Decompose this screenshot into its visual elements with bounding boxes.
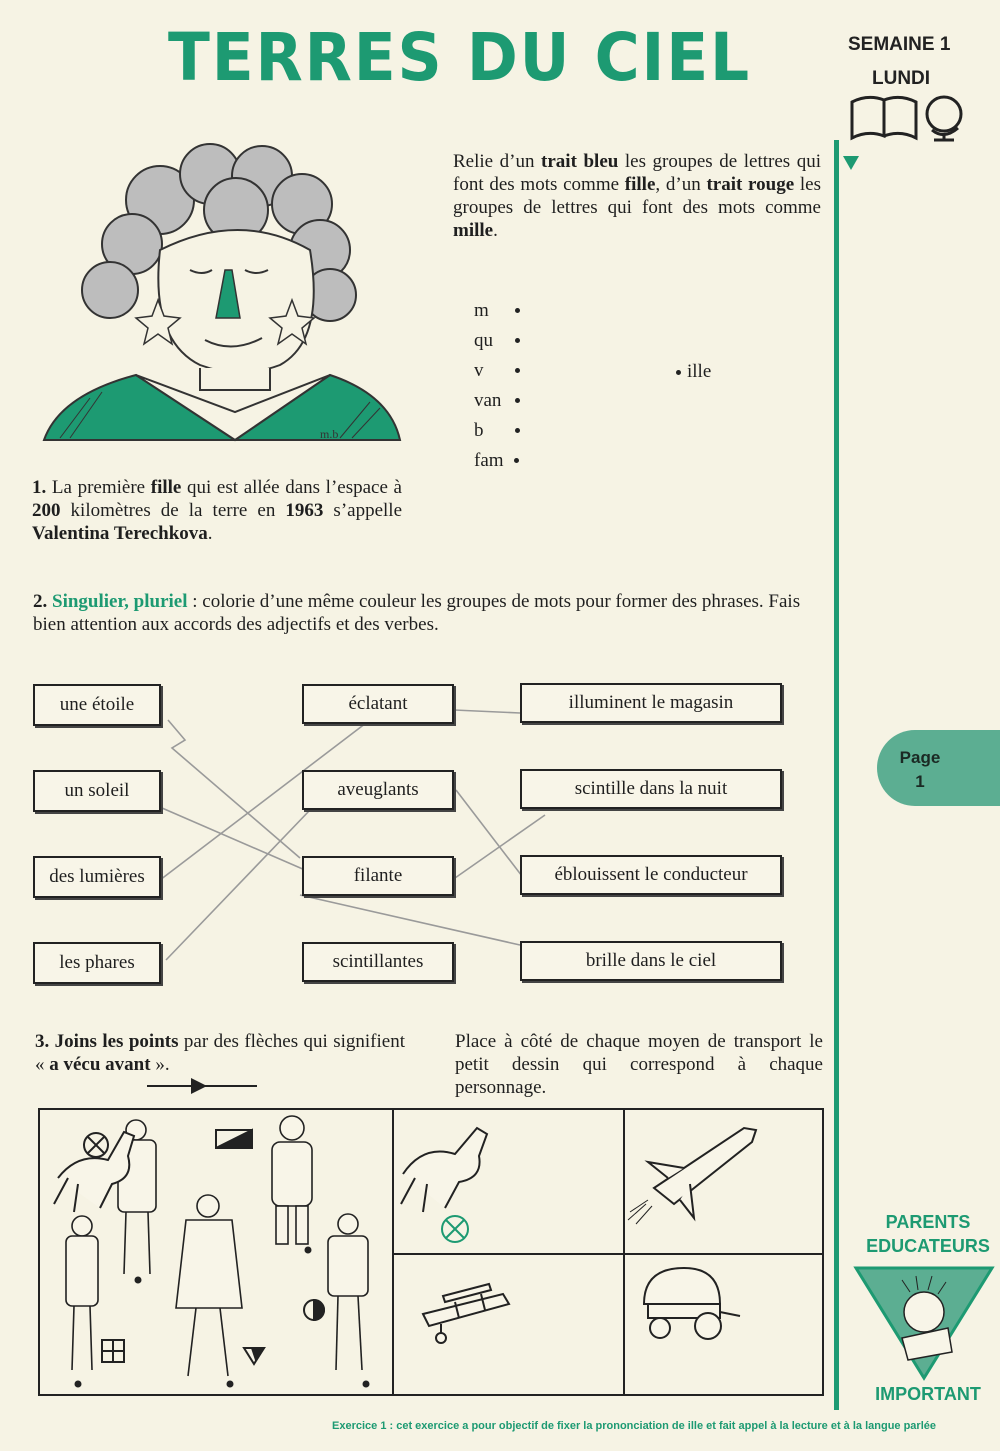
svg-text:m.b: m.b <box>320 427 339 441</box>
page-tab-line: Page <box>899 748 941 767</box>
exercise-3-instructions: Place à côté de chaque moyen de transport le petit dessin qui correspond à chaque personnage. <box>455 1031 823 1098</box>
intro-bold: trait bleu <box>541 151 619 172</box>
day-label: LUNDI <box>872 68 931 89</box>
exercise-text: s’appelle <box>323 500 402 521</box>
phrase-box-adjective[interactable]: scintillantes <box>302 942 454 982</box>
ending-label: ille <box>687 361 712 382</box>
exercise-bold: Valentina Terechkova <box>32 523 208 544</box>
phrase-box-verb[interactable]: éblouissent le conducteur <box>520 855 782 895</box>
page-tab-label <box>877 746 963 794</box>
important-label: IMPORTANT <box>875 1384 981 1404</box>
exercise-text: : colorie d’une même couleur les groupes de mots pour former des phrases. Fais bien attention aux accords des adjectifs et des verbes. <box>33 591 801 635</box>
letter-group-label: v <box>474 360 484 381</box>
exercise-text: par des flèches qui signifient « <box>35 1031 405 1075</box>
grid-drawings <box>38 1108 824 1396</box>
exercise-bold: Joins les points <box>54 1031 179 1052</box>
exercise-label: Singulier, pluriel <box>52 591 188 612</box>
exercise-text: ». <box>150 1054 170 1075</box>
exercise-3-text <box>35 1030 405 1076</box>
footer-note: Exercice 1 : cet exercice a pour objectif de fixer la prononciation de ille et fait appel à la lecture et à la langue parlée <box>332 1420 937 1432</box>
intro-bold: mille <box>453 220 494 241</box>
intro-text: les groupes de lettres qui font des mots comme <box>453 174 822 218</box>
phrase-box-verb[interactable]: illuminent le magasin <box>520 683 782 723</box>
exercise-number: 3. <box>35 1031 50 1052</box>
intro-text: les groupes de lettres qui font des mots comme <box>453 151 821 195</box>
arrow-icon <box>145 1076 260 1096</box>
exercise-bold: 1963 <box>285 500 324 521</box>
exercise-text: kilomètres de la terre en <box>60 500 286 521</box>
phrase-box-subject[interactable]: une étoile <box>33 684 161 726</box>
intro-text: , d’un <box>655 174 707 195</box>
exercise-bold: fille <box>150 477 182 498</box>
page-number: 1 <box>915 772 925 791</box>
exercise-bold: a vécu avant <box>49 1054 151 1075</box>
intro-bold: trait rouge <box>706 174 795 195</box>
phrase-box-subject[interactable]: les phares <box>33 942 161 984</box>
phrase-box-subject[interactable]: des lumières <box>33 856 161 898</box>
intro-text: . <box>493 220 498 241</box>
exercise-number: 2. <box>33 591 48 612</box>
exercise-text: La première <box>46 477 151 498</box>
page-title: TERRES DU CIEL <box>168 19 751 96</box>
letter-group-label: m <box>474 300 489 321</box>
exercise-text: qui est allée dans l’espace à <box>181 477 402 498</box>
letter-group-label: b <box>474 420 484 441</box>
phrase-box-adjective[interactable]: filante <box>302 856 454 896</box>
letter-group-label: fam <box>474 450 504 471</box>
phrase-box-adjective[interactable]: éclatant <box>302 684 454 724</box>
parents-educators-label <box>858 1210 998 1258</box>
phrase-box-verb[interactable]: brille dans le ciel <box>520 941 782 981</box>
letter-group-label: qu <box>474 330 493 351</box>
intro-text: Relie d’un <box>453 151 542 172</box>
exercise-bold: 200 <box>32 500 61 521</box>
intro-bold: fille <box>624 174 656 195</box>
phrase-box-subject[interactable]: un soleil <box>33 770 161 812</box>
phrase-box-adjective[interactable]: aveuglants <box>302 770 454 810</box>
letter-group-label: van <box>474 390 502 411</box>
week-label: SEMAINE 1 <box>848 34 951 55</box>
exercise-number: 1. <box>32 477 47 498</box>
parents-label: PARENTS <box>885 1212 971 1232</box>
educators-label: EDUCATEURS <box>866 1236 990 1256</box>
exercise-text: . <box>207 523 213 544</box>
phrase-box-verb[interactable]: scintille dans la nuit <box>520 769 782 809</box>
warning-triangle-icon <box>852 1262 996 1382</box>
